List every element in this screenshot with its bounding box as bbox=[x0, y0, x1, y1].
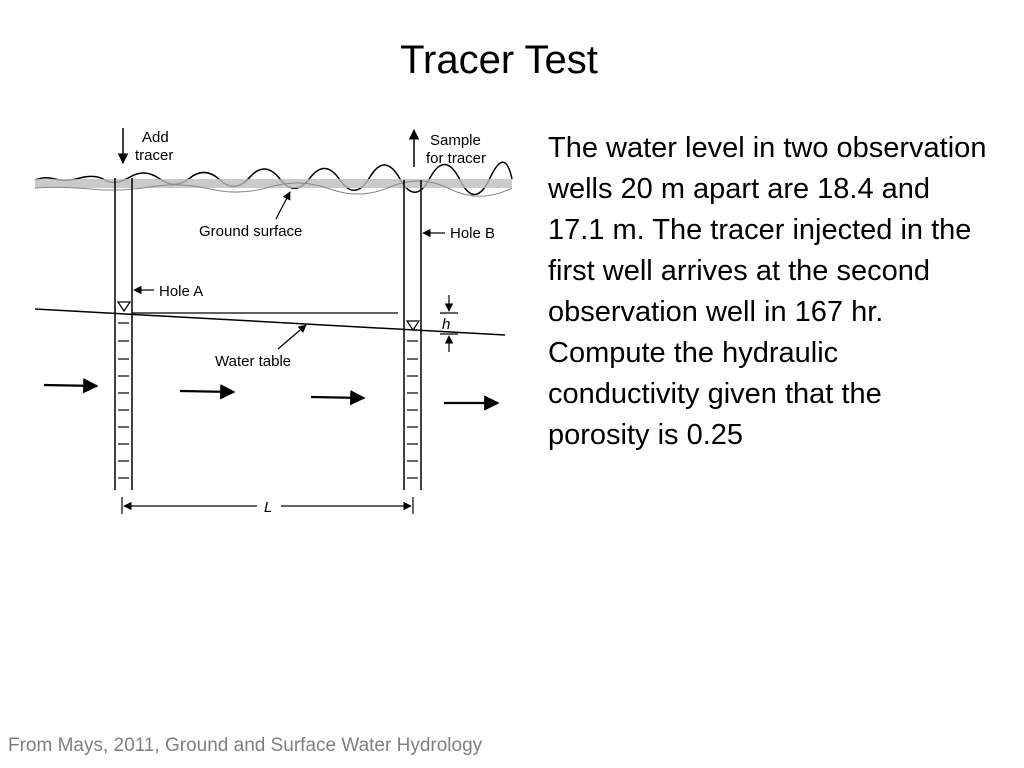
sample-label: Sample bbox=[430, 132, 481, 149]
add-tracer-label: Add bbox=[142, 129, 169, 146]
water-table-pointer bbox=[278, 325, 306, 349]
water-table-label: Water table bbox=[215, 353, 292, 370]
sample-label-2: for tracer bbox=[426, 150, 487, 167]
hole-a-well bbox=[115, 178, 132, 490]
water-level-marker-a bbox=[118, 302, 130, 311]
problem-statement: The water level in two observation wells 20 m apart are 18.4 and 17.1 m. The tracer injected in the first well arrives at the second observation well in 167 hr. Compute the hydraulic conductivity given that the porosity is 0.25 bbox=[548, 132, 987, 451]
hole-a-label: Hole A bbox=[159, 283, 204, 300]
tracer-test-diagram bbox=[0, 110, 530, 530]
head-difference-label: h bbox=[442, 316, 451, 333]
ground-surface-band bbox=[35, 162, 512, 196]
add-tracer-label-2: tracer bbox=[135, 147, 174, 164]
slide-title: Tracer Test bbox=[400, 38, 598, 82]
water-level-marker-b bbox=[407, 321, 419, 330]
ground-surface-pointer bbox=[276, 192, 290, 219]
ground-surface-label: Ground surface bbox=[199, 223, 303, 240]
distance-label: L bbox=[264, 499, 273, 516]
hole-b-label: Hole B bbox=[450, 225, 496, 242]
groundwater-flow-arrows bbox=[44, 385, 498, 403]
source-citation: From Mays, 2011, Ground and Surface Water Hydrology bbox=[8, 735, 483, 756]
hole-b-well bbox=[404, 180, 421, 490]
